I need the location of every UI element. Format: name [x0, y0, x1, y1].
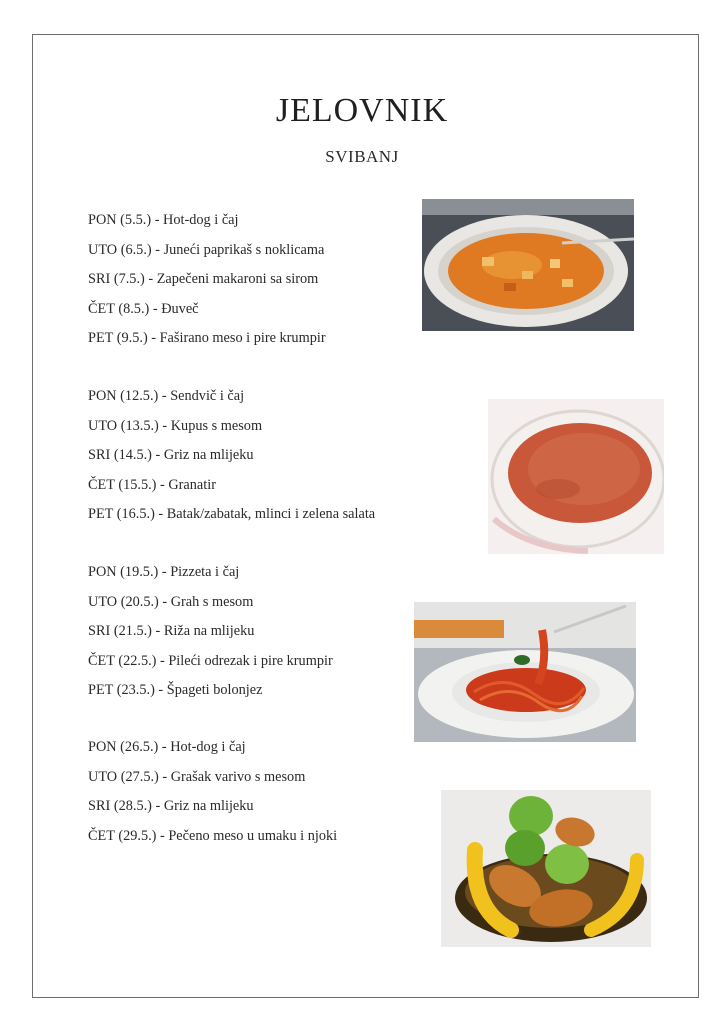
- menu-day-item: PET (23.5.) - Špageti bolonjez: [88, 682, 263, 698]
- menu-day-item: ČET (22.5.) - Pileći odrezak i pire krumpir: [88, 652, 333, 669]
- menu-day-item: UTO (27.5.) - Grašak varivo s mesom: [88, 768, 306, 785]
- menu-day-item: ČET (29.5.) - Pečeno meso u umaku i njoki: [88, 827, 338, 844]
- menu-day-item: PON (26.5.) - Hot-dog i čaj: [88, 739, 246, 755]
- menu-day-item: SRI (21.5.) - Riža na mlijeku: [88, 623, 255, 639]
- menu-day-item: SRI (7.5.) - Zapečeni makaroni sa sirom: [88, 271, 319, 287]
- week-1-list: [88, 206, 326, 354]
- fruit-bowl-photo: [441, 790, 651, 947]
- week-4-list: [88, 733, 337, 851]
- week-3-list: [88, 558, 333, 706]
- menu-day-item: SRI (14.5.) - Griz na mlijeku: [88, 447, 254, 463]
- menu-day-item: PET (9.5.) - Faširano meso i pire krumpir: [88, 330, 326, 346]
- menu-month: SVIBANJ: [325, 147, 399, 166]
- spaghetti-photo: [414, 602, 636, 742]
- menu-title: JELOVNIK: [275, 92, 449, 129]
- menu-day-item: ČET (15.5.) - Granatir: [88, 476, 216, 493]
- menu-day-item: PET (16.5.) - Batak/zabatak, mlinci i zelena salata: [88, 506, 376, 522]
- menu-day-item: SRI (28.5.) - Griz na mlijeku: [88, 798, 254, 814]
- menu-day-item: PON (5.5.) - Hot-dog i čaj: [88, 212, 239, 228]
- semolina-photo: [488, 399, 664, 554]
- menu-day-item: UTO (20.5.) - Grah s mesom: [88, 593, 254, 610]
- menu-day-item: PON (19.5.) - Pizzeta i čaj: [88, 564, 240, 580]
- menu-day-item: ČET (8.5.) - Đuveč: [88, 300, 199, 317]
- week-2-list: [88, 382, 375, 530]
- menu-day-item: UTO (13.5.) - Kupus s mesom: [88, 417, 263, 434]
- menu-day-item: UTO (6.5.) - Juneći paprikaš s noklicama: [88, 241, 325, 258]
- stew-photo: [422, 199, 634, 331]
- menu-day-item: PON (12.5.) - Sendvič i čaj: [88, 388, 245, 404]
